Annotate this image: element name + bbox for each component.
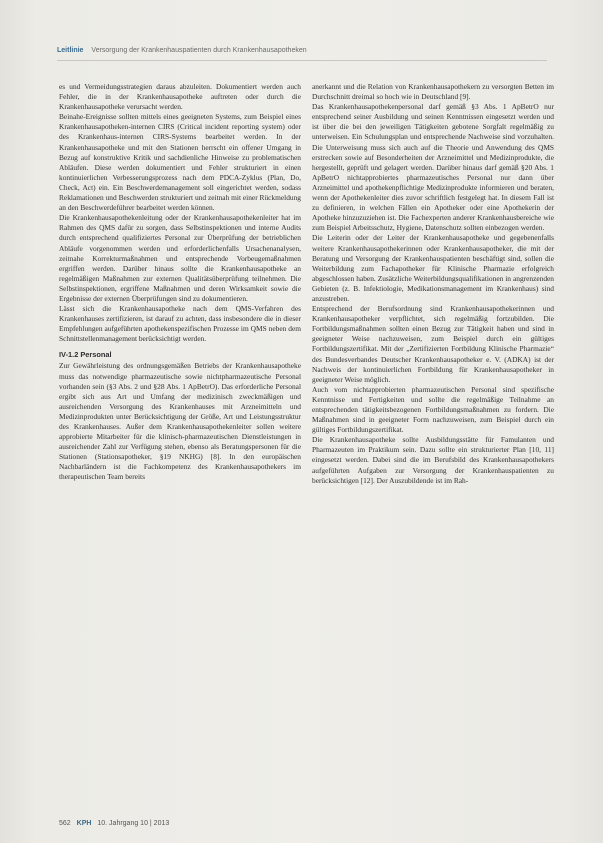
page-footer — [59, 818, 169, 830]
issue-info: 10. Jahrgang 10 | 2013 — [97, 820, 170, 827]
page-number: 562 — [59, 820, 71, 827]
paragraph: Entsprechend der Berufsordnung sind Krankenhausapothekerinnen und Krankenhausapotheker verpflichtet, sich regelmäßig fortzubilden. Die Fortbildungsmaßnahmen sollten einen Bezug zur Tätigkeit haben und sind in geeigneter Weise nachzuweisen, zum Beispiel durch ein gültiges Fortbildungszertifikat. Mit der „Zertifizierten Fortbildung Klinische Pharmazie“ des Bundesverbandes Deutscher Krankenhausapotheker e. V. (ADKA) ist der Nachweis der kontinuierlichen Fortbildung für Krankenhausapotheker in geeigneter Weise möglich. — [312, 304, 554, 384]
paragraph: Die Krankenhausapotheke sollte Ausbildungsstätte für Famulanten und Pharmazeuten im Praktikum sein. Dazu sollte ein strukturierter Plan [10, 11] eingesetzt werden. Dabei sind die im Berufsbild des Krankenhausapothekers aufgeführten Aufgaben zur Versorgung der Krankenhauspatienten zu berücksichtigen [12]. Der Auszubildende ist im Rah- — [312, 435, 554, 485]
section-heading: IV-1.2 Personal — [59, 350, 112, 360]
paragraph: Lässt sich die Krankenhausapotheke nach dem QMS-Verfahren des Krankenhauses zertifizieren, ist darauf zu achten, dass insbesondere die in dieser Empfehlungen aufgeführten apothekenspezifischen Prozesse im QMS neben dem Schnittstellenmanagement berücksichtigt werden. — [59, 304, 301, 344]
running-header — [57, 45, 557, 57]
paragraph: Beinahe-Ereignisse sollten mittels eines geeigneten Systems, zum Beispiel eines Krankenhausapotheken-internen CIRS (Critical incident reporting system) oder des Krankenhaus-internen CIRS-Systems bearbeitet werden. In der Krankenhausapotheke und mit den Stationen herrscht ein offener Umgang in Bezug auf konstruktive Kritik und sachdienliche Hinweise zu problematischen Abläufen. Diese werden dokumentiert und Fehler strukturiert in einen kontinuierlichen Verbesserungsprozess nach dem PDCA-Zyklus (Plan, Do, Check, Act) ein. Ein Beschwerdemanagement soll eingerichtet werden, sodass Reklamationen und Beschwerden strukturiert und zeitnah mit einer Rückmeldung an den Beschwerdeführer bearbeitet werden können. — [59, 112, 301, 213]
section-tag: Leitlinie — [57, 47, 84, 54]
paragraph: es und Vermeidungsstrategien daraus abzuleiten. Dokumentiert werden auch Fehler, die in der Krankenhausapotheke auftreten oder durch die Krankenhausapotheke verursacht werden. — [59, 82, 301, 112]
left-column — [59, 82, 301, 483]
header-divider — [57, 60, 547, 61]
header-title: Versorgung der Krankenhauspatienten durch Krankenhausapotheken — [91, 47, 307, 54]
paragraph: Das Krankenhausapothekenpersonal darf gemäß §3 Abs. 1 ApBetrO nur entsprechend seiner Ausbildung und seinen Kenntnissen eingesetzt werden und ist über die bei den jeweiligen Tätigkeiten gebotene Sorgfalt regelmäßig zu unterweisen. Ein Schulungsplan und entsprechende Nachweise sind vorzuhalten. Die Unterweisung muss sich auch auf die Theorie und Anwendung des QMS erstrecken sowie auf Besonderheiten der Arzneimittel und Medizinprodukte, die hergestellt, geprüft und gelagert werden. Darüber hinaus darf gemäß §20 Abs. 1 ApBetrO nichtapprobiertes pharmazeutisches Personal nur dann über Arzneimittel und apothekenpflichtige Medizinprodukte informieren und beraten, wenn der Apothekenleiter dies zuvor schriftlich festgelegt hat. In diesem Fall ist zu definieren, in welchen Fällen ein Apotheker oder eine Apothekerin der Apotheke hinzuzuziehen ist. Die Fachexperten anderer Krankenhausbereiche wie zum Beispiel Arbeitsschutz, Hygiene, Datenschutz sollten einbezogen werden. — [312, 102, 554, 233]
journal-brand: KPH — [76, 820, 92, 827]
paragraph: Die Krankenhausapothekenleitung oder der Krankenhausapothekenleiter hat im Rahmen des QMS dafür zu sorgen, dass Selbstinspektionen und interne Audits durch entsprechend qualifiziertes Personal zur Überprüfung der betrieblichen Abläufe vorgenommen werden und erforderlichenfalls Ursachenanalysen, zeitnahe Korrekturmaßnahmen und entsprechende Vorbeugemaßnahmen ergriffen werden. Darüber hinaus sollte die Krankenhausapotheke an regelmäßigen Maßnahmen zur externen Qualitätsüberprüfung teilnehmen. Die Selbstinspektionen, ergriffene Maßnahmen und deren Wirksamkeit sowie die Ergebnisse der externen Überprüfungen sind zu dokumentieren. — [59, 213, 301, 303]
paragraph: Zur Gewährleistung des ordnungsgemäßen Betriebs der Krankenhausapotheke muss das notwendige pharmazeutische sowie nichtpharmazeutische Personal vorhanden sein (§3 Abs. 2 und §28 Abs. 1 ApBetrO). Das erforderliche Personal ergibt sich aus Art und Umfang der medizinisch zweckmäßigen und ausreichenden Versorgung des Krankenhauses mit Arzneimitteln und Medizinprodukten unter Berücksichtigung der Größe, Art und Leistungsstruktur des Krankenhauses. Außer dem Krankenhausapothekenleiter sollen weitere approbierte Mitarbeiter für die klinisch-pharmazeutischen Dienstleistungen in ausreichender Zahl zur Verfügung stehen, ebenso als Beratungspersonen für die Stationen (Stationsapotheker, §19 NKHG) [8]. In den europäischen Nachbarländern ist die Fachkompetenz des Krankenhausapothekers im therapeutischen Team bereits — [59, 361, 301, 482]
paragraph: Die Leiterin oder der Leiter der Krankenhausapotheke und gegebenenfalls weitere Krankenhausapothekerinnen oder Krankenhausapotheker, die mit der Beratung und Versorgung der Krankenhauspatienten beschäftigt sind, sollen die Weiterbildung zum Fachapotheker für Klinische Pharmazie erfolgreich abgeschlossen haben. Zusätzliche Weiterbildungsqualifikationen in angrenzenden Gebieten (z. B. Infektiologie, Medikationsmanagement im Krankenhaus) sind anzustreben. — [312, 233, 554, 303]
paragraph: Auch vom nichtapprobierten pharmazeutischen Personal sind spezifische Kenntnisse und Fertigkeiten und sollte die regelmäßige Teilnahme an entsprechenden tätigkeitsbezogenen Fortbildungsmaßnahmen zu fordern. Die Maßnahmen sind in geeigneter Form nachzuweisen, zum Beispiel durch ein gültiges Fortbildungszertifikat. — [312, 384, 554, 435]
paragraph: anerkannt und die Relation von Krankenhausapothekern zu versorgten Betten im Durchschnitt dreimal so hoch wie in Deutschland [9]. — [312, 82, 554, 102]
right-column — [312, 82, 554, 486]
